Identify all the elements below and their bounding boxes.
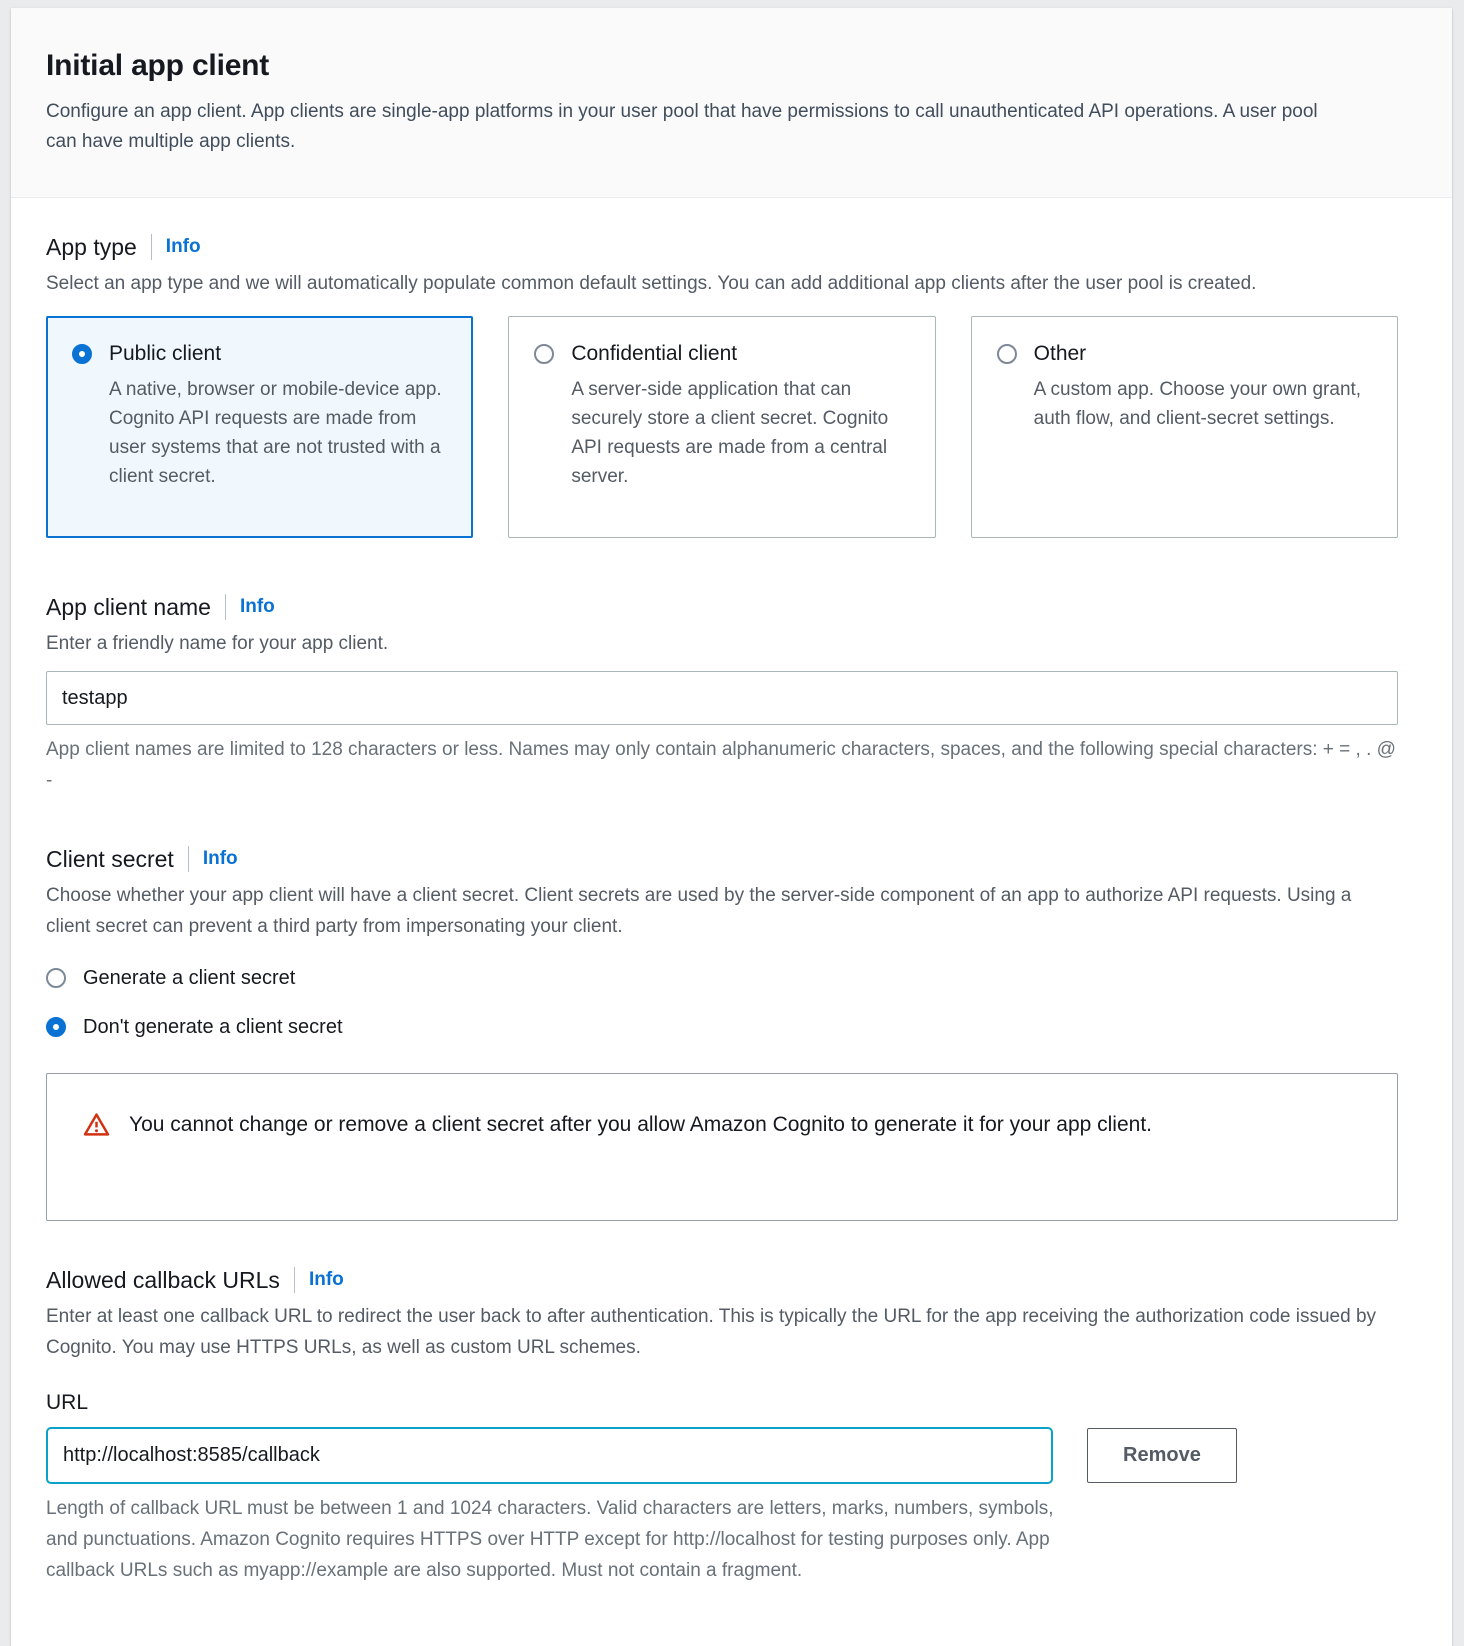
callback-url-input[interactable]: [46, 1427, 1053, 1484]
panel-header: [11, 8, 1452, 198]
tile-public-client[interactable]: [46, 316, 473, 538]
app-client-name-label: App client name: [46, 594, 211, 620]
label-divider: [294, 1267, 295, 1293]
app-client-name-description: Enter a friendly name for your app client.: [46, 633, 389, 654]
label-divider: [151, 234, 152, 260]
tile-other[interactable]: [971, 316, 1398, 538]
dont-generate-secret-radio[interactable]: [46, 1017, 66, 1037]
generate-secret-option[interactable]: [46, 965, 1398, 991]
app-type-info-link[interactable]: Info: [165, 236, 201, 257]
initial-app-client-panel: [11, 8, 1452, 1646]
generate-secret-radio[interactable]: [46, 968, 66, 988]
client-secret-label-row: [46, 844, 1398, 874]
label-divider: [188, 846, 189, 872]
tile-description: A native, browser or mobile-device app. Cognito API requests are made from user systems that are not trusted with a client secret.: [109, 379, 442, 487]
client-secret-warning: [46, 1073, 1398, 1221]
public-client-radio[interactable]: [72, 344, 92, 364]
confidential-client-radio[interactable]: [534, 344, 554, 364]
client-secret-label: Client secret: [46, 846, 174, 872]
panel-description: Configure an app client. App clients are single-app platforms in your user pool that have permissions to call unauthenticated API operations. A user pool can have multiple app clients.: [46, 101, 1318, 152]
tile-head: [72, 340, 452, 368]
app-client-name-section: [46, 592, 1398, 796]
app-type-section: [46, 232, 1398, 538]
warning-triangle-icon: [83, 1111, 110, 1138]
app-type-description: Select an app type and we will automatically populate common default settings. You can add additional app clients after the user pool is created.: [46, 273, 1257, 294]
client-secret-section: [46, 844, 1398, 1221]
tile-title: Other: [1033, 342, 1087, 365]
app-type-label-row: [46, 232, 1398, 262]
other-radio[interactable]: [997, 344, 1017, 364]
remove-url-button[interactable]: Remove: [1087, 1428, 1237, 1483]
generate-secret-label: Generate a client secret: [83, 967, 296, 989]
app-client-name-info-link[interactable]: Info: [239, 596, 275, 617]
callback-urls-label: Allowed callback URLs: [46, 1267, 280, 1293]
dont-generate-secret-label: Don't generate a client secret: [83, 1016, 343, 1038]
tile-title: Public client: [109, 342, 222, 365]
page-title: Initial app client: [46, 49, 270, 82]
tile-confidential-client[interactable]: [508, 316, 935, 538]
tile-title: Confidential client: [571, 342, 738, 365]
callback-urls-label-row: [46, 1265, 1398, 1295]
url-row: [46, 1427, 1398, 1484]
app-client-name-label-row: [46, 592, 1398, 622]
dont-generate-secret-option[interactable]: [46, 1014, 1398, 1040]
client-secret-info-link[interactable]: Info: [202, 848, 238, 869]
tile-head: [534, 340, 914, 368]
callback-urls-info-link[interactable]: Info: [308, 1269, 344, 1290]
callback-urls-section: [46, 1265, 1398, 1586]
tile-description: A server-side application that can securely store a client secret. Cognito API requests are made from a central server.: [571, 379, 889, 487]
tile-description: A custom app. Choose your own grant, auth flow, and client-secret settings.: [1033, 379, 1362, 429]
callback-url-constraint: Length of callback URL must be between 1 and 1024 characters. Valid characters are letters, marks, numbers, symbols, and punctuations. Amazon Cognito requires HTTPS over HTTP except for http://localhost for testing purposes only. App callback URLs such as myapp://example are also supported. Must not contain a fragment.: [46, 1498, 1054, 1581]
app-client-name-constraint: App client names are limited to 128 characters or less. Names may only contain alphanumeric characters, spaces, and the following special characters: + = , . @ -: [46, 739, 1396, 791]
tile-head: [997, 340, 1377, 368]
client-secret-description: Choose whether your app client will have a client secret. Client secrets are used by the server-side component of an app to authorize API requests. Using a client secret can prevent a third party from impersonating your client.: [46, 885, 1352, 937]
url-field-label: URL: [46, 1391, 89, 1414]
app-type-label: App type: [46, 234, 137, 260]
warning-text: You cannot change or remove a client secret after you allow Amazon Cognito to generate it for your app client.: [129, 1113, 1152, 1136]
label-divider: [225, 594, 226, 620]
callback-urls-description: Enter at least one callback URL to redirect the user back to after authentication. This is typically the URL for the app receiving the authorization code issued by Cognito. You may use HTTPS URLs, as well as custom URL schemes.: [46, 1306, 1377, 1358]
app-client-name-input[interactable]: [46, 671, 1398, 725]
app-type-tiles: [46, 316, 1398, 538]
panel-body: [11, 198, 1452, 1646]
